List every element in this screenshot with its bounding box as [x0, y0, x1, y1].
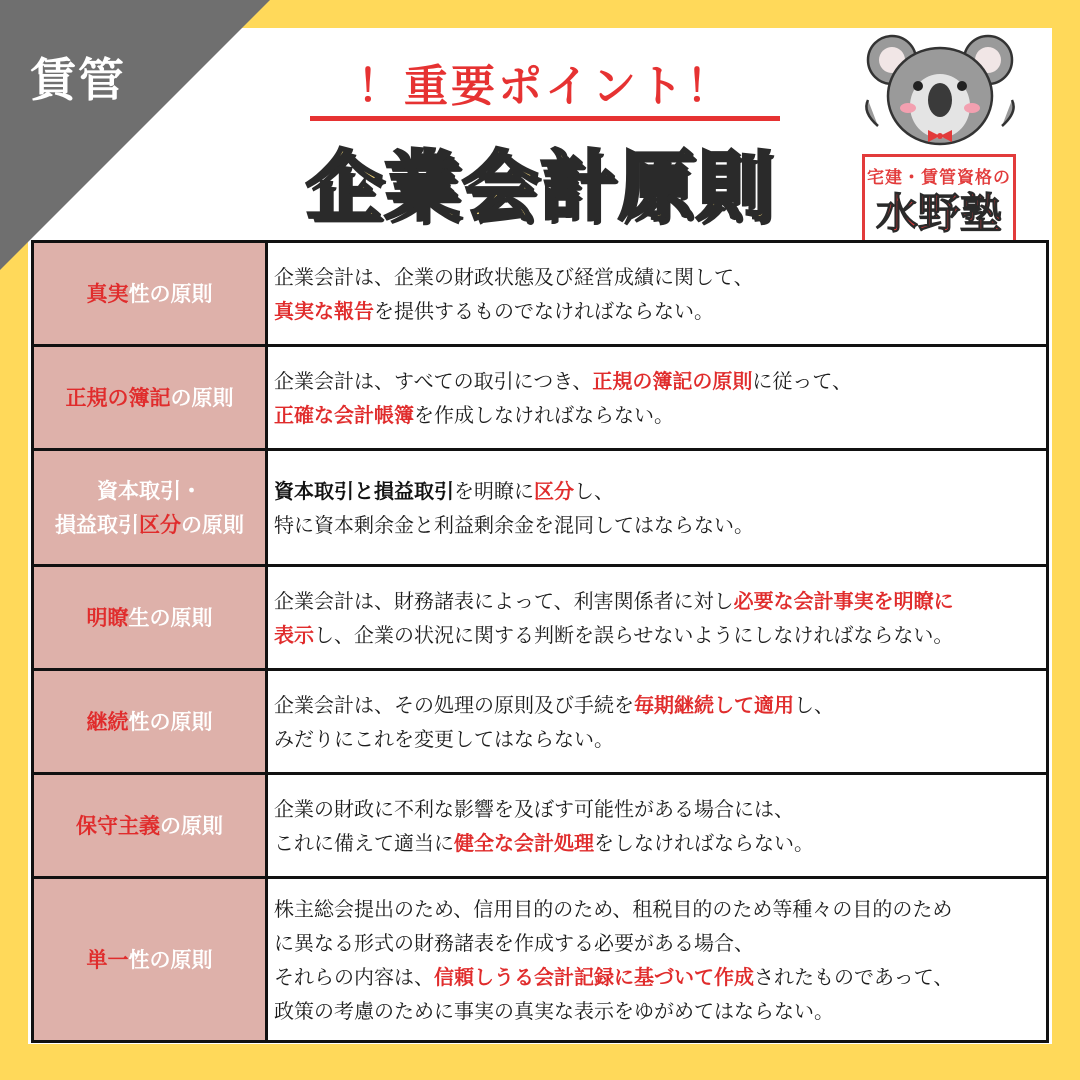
description-text: みだりにこれを変更してはならない。	[274, 726, 614, 751]
principle-row	[33, 566, 1048, 670]
principle-name	[33, 450, 267, 566]
description-line	[274, 618, 1040, 652]
category-label: 賃管	[30, 53, 126, 107]
description-text: を作成しなければならない。	[414, 402, 674, 427]
category-corner-banner	[0, 0, 270, 270]
principle-row	[33, 450, 1048, 566]
principle-name-part: 保守主義	[76, 813, 160, 838]
description-text: 企業会計は、企業の財政状態及び経営成績に関して、	[274, 264, 754, 289]
principle-name-part: 継続	[86, 709, 129, 734]
principle-row	[33, 242, 1048, 346]
highlighted-term: 真実な報告	[274, 298, 374, 323]
description-line	[274, 926, 1040, 960]
principle-name-part: の原則	[160, 813, 223, 838]
logo	[858, 30, 1024, 242]
principle-name-part: 真実	[86, 281, 129, 306]
principle-description	[267, 242, 1048, 346]
bold-term: 資本取引と損益取引	[274, 478, 454, 503]
principle-name-part: 生の原則	[128, 605, 213, 630]
principle-name	[33, 878, 267, 1042]
description-text: 企業会計は、財務諸表によって、利害関係者に対し	[274, 588, 734, 613]
koala-mascot-icon	[858, 30, 1024, 160]
principle-description	[267, 346, 1048, 450]
description-line	[274, 722, 1040, 756]
principle-name-part: 資本取引・	[97, 478, 202, 503]
principle-description	[267, 670, 1048, 774]
description-text: それらの内容は、	[274, 964, 434, 989]
principle-name	[33, 670, 267, 774]
principle-name-part: の原則	[170, 385, 234, 410]
description-line	[274, 960, 1040, 994]
description-line	[274, 294, 1040, 328]
highlighted-term: 信頼しうる会計記録に基づいて作成	[434, 964, 754, 989]
principle-name	[33, 242, 267, 346]
description-text: に異なる形式の財務諸表を作成する必要がある場合、	[274, 930, 754, 955]
principle-name	[33, 346, 267, 450]
page-title: 企業会計原則	[306, 142, 774, 231]
description-text: 政策の考慮のために事実の真実な表示をゆがめてはならない。	[274, 998, 834, 1023]
principle-description	[267, 450, 1048, 566]
principle-name-part: の原則	[181, 512, 244, 537]
description-text: し、	[794, 692, 834, 717]
description-text: し、企業の状況に関する判断を誤らせないようにしなければならない。	[314, 622, 954, 647]
description-line	[274, 826, 1040, 860]
principle-name-part: 性の原則	[128, 281, 213, 306]
principle-name-part: 性の原則	[128, 709, 213, 734]
principle-name-part: 明瞭	[86, 605, 129, 630]
principle-name-part: 区分	[139, 512, 181, 537]
highlighted-term: 毎期継続して適用	[634, 692, 794, 717]
description-line	[274, 994, 1040, 1028]
principles-table	[31, 240, 1049, 1043]
highlighted-term: 必要な会計事実を明瞭に	[733, 588, 954, 613]
highlighted-term: 正規の簿記の原則	[592, 368, 753, 393]
description-text: し、	[574, 478, 614, 503]
headline: ！重要ポイント！	[310, 50, 780, 121]
principle-name-part: 性の原則	[128, 947, 213, 972]
description-line	[274, 508, 1040, 542]
description-text: 企業会計は、すべての取引につき、	[274, 368, 593, 393]
description-text: 企業の財政に不利な影響を及ぼす可能性がある場合には、	[274, 796, 794, 821]
description-text: されたものであって、	[754, 964, 954, 989]
description-text: 特に資本剰余金と利益剰余金を混同してはならない。	[274, 512, 754, 537]
highlighted-term: 健全な会計処理	[454, 830, 594, 855]
description-text: に従って、	[752, 368, 853, 393]
principle-row	[33, 774, 1048, 878]
principle-row	[33, 346, 1048, 450]
principle-name-part: 正規の簿記	[65, 385, 171, 410]
description-line	[274, 792, 1040, 826]
description-line	[274, 584, 1040, 618]
description-text: をしなければならない。	[594, 830, 814, 855]
description-line	[274, 474, 1040, 508]
principle-name	[33, 566, 267, 670]
description-text: 企業会計は、その処理の原則及び手続を	[274, 692, 634, 717]
description-line	[274, 260, 1040, 294]
logo-subtitle: 宅建・賃管資格の	[867, 168, 1011, 188]
highlighted-term: 正確な会計帳簿	[274, 402, 414, 427]
highlighted-term: 区分	[534, 478, 574, 503]
principle-row	[33, 670, 1048, 774]
description-line	[274, 892, 1040, 926]
logo-name: 水野塾	[875, 189, 1002, 238]
principle-name-part: 損益取引	[55, 512, 139, 537]
principle-name	[33, 774, 267, 878]
description-text: を提供するものでなければならない。	[374, 298, 714, 323]
description-text: を明瞭に	[454, 478, 534, 503]
description-line	[274, 398, 1040, 432]
description-line	[274, 364, 1040, 398]
description-text: これに備えて適当に	[274, 830, 454, 855]
principle-name-part: 単一	[86, 947, 129, 972]
principle-description	[267, 878, 1048, 1042]
principle-description	[267, 566, 1048, 670]
highlighted-term: 表示	[274, 622, 314, 647]
description-text: 株主総会提出のため、信用目的のため、租税目的のため等種々の目的のため	[274, 896, 953, 921]
principle-description	[267, 774, 1048, 878]
principle-row	[33, 878, 1048, 1042]
description-line	[274, 688, 1040, 722]
